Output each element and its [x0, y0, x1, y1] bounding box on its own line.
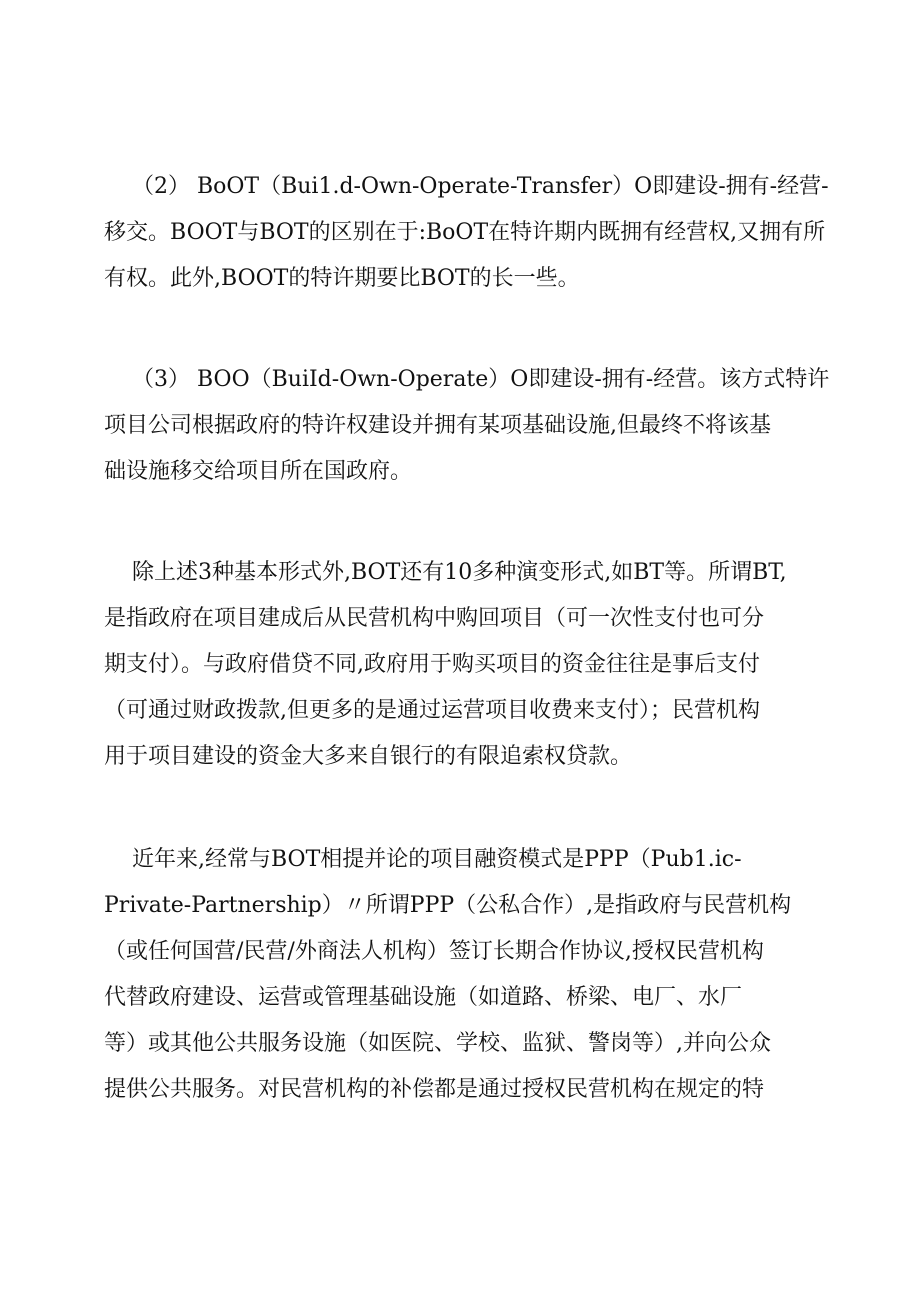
- paragraph-boo: [104, 357, 830, 495]
- paragraph-bt: [104, 550, 816, 780]
- text-line: 用于项目建设的资金大多来自银行的有限追索权贷款。: [104, 744, 633, 769]
- text-line: 有权。此外,BOOT的特许期要比BOT的长一些。: [104, 266, 580, 291]
- text-line: 近年来,经常与BOT相提并论的项目融资模式是PPP（Pub1.ic-: [104, 847, 742, 872]
- paragraph-boot: [104, 164, 829, 302]
- text-line: 提供公共服务。对民营机构的补偿都是通过授权民营机构在规定的特: [104, 1077, 765, 1102]
- text-line: 等）或其他公共服务设施（如医院、学校、监狱、警岗等）,并向公众: [104, 1031, 771, 1056]
- paragraph-ppp: [104, 837, 816, 1113]
- text-line: Private-Partnership）〃所谓PPP（公私合作）,是指政府与民营机构: [104, 893, 792, 918]
- text-line: 期支付）。与政府借贷不同,政府用于购买项目的资金往往是事后支付: [104, 652, 760, 677]
- text-line: 除上述3种基本形式外,BOT还有10多种演变形式,如BT等。所谓BT,: [104, 560, 787, 585]
- text-line: （或任何国营/民营/外商法人机构）签订长期合作协议,授权民营机构: [104, 939, 764, 964]
- text-line: （2） BoOT（Bui1.d-Own-Operate-Transfer）O即建设-拥有-经营-: [104, 174, 829, 199]
- text-line: 是指政府在项目建成后从民营机构中购回项目（可一次性支付也可分: [104, 606, 765, 631]
- text-line: （3） BOO（BuiId-Own-Operate）O即建设-拥有-经营。该方式特许: [104, 367, 830, 392]
- text-line: 代替政府建设、运营或管理基础设施（如道路、桥梁、电厂、水厂: [104, 985, 743, 1010]
- text-line: 移交。BOOT与BOT的区别在于:BoOT在特许期内既拥有经营权,又拥有所: [104, 220, 826, 245]
- text-line: （可通过财政拨款,但更多的是通过运营项目收费来支付）；民营机构: [104, 698, 760, 723]
- text-line: 项目公司根据政府的特许权建设并拥有某项基础设施,但最终不将该基: [104, 413, 771, 438]
- text-line: 础设施移交给项目所在国政府。: [104, 459, 413, 484]
